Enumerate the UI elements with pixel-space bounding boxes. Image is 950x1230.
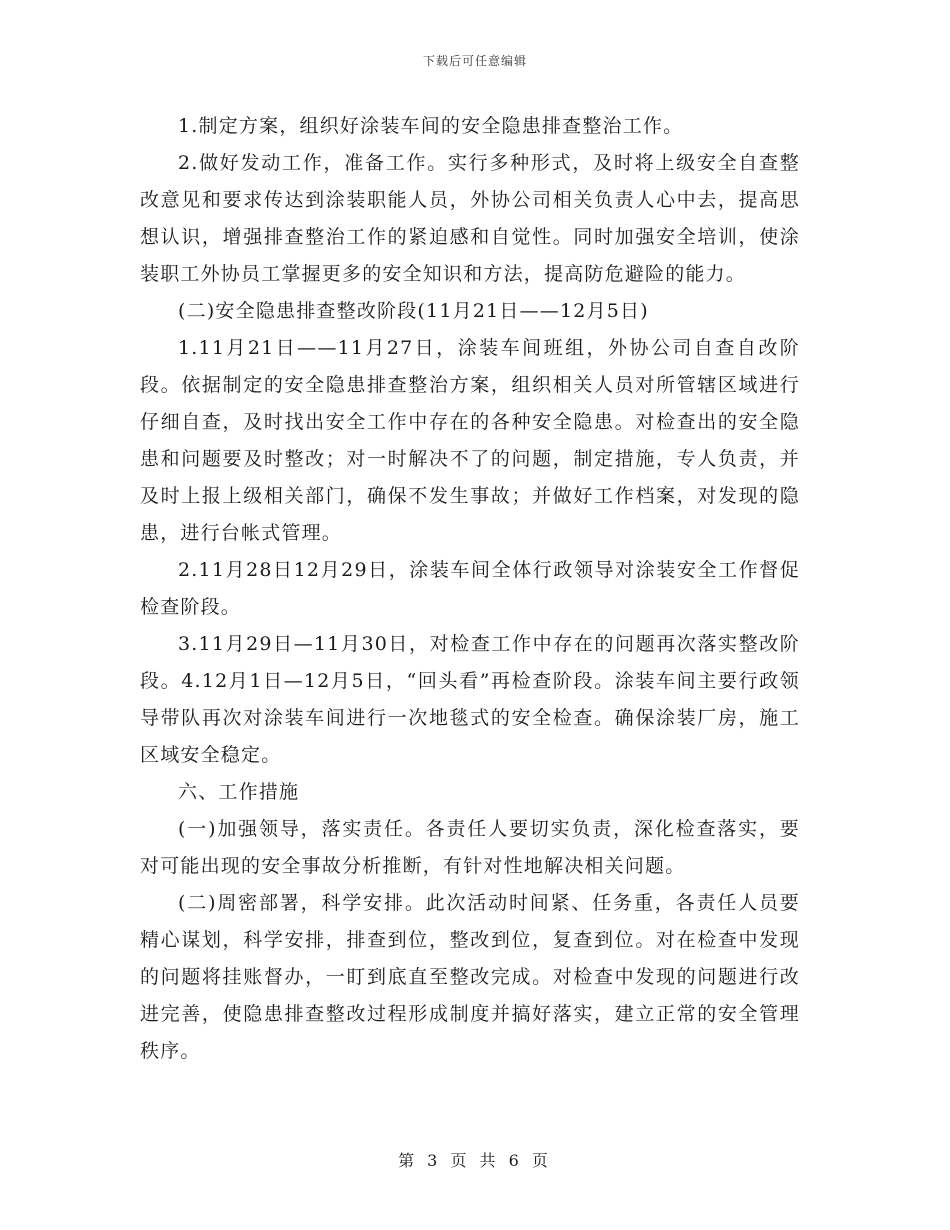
page-header: 下载后可任意编辑 — [422, 54, 527, 68]
page-number: 第 3 页 共 6 页 — [398, 1151, 552, 1170]
paragraph-step-1: 1.制定方案，组织好涂装车间的安全隐患排查整治工作。 — [178, 115, 684, 137]
section-heading-measures: 六、工作措施 — [178, 781, 300, 803]
document-body — [140, 108, 800, 1070]
section-heading-stage-2: (二)安全隐患排查整改阶段(11月21日——12月5日) — [178, 300, 649, 322]
paragraph-stage-2-item-2: 2.11月28日12月29日，涂装车间全体行政领导对涂装安全工作督促检查阶段。 — [140, 559, 800, 618]
paragraph-stage-2-item-1: 1.11月21日——11月27日，涂装车间班组，外协公司自查自改阶段。依据制定的安全隐患排查整治方案，组织相关人员对所管辖区域进行仔细自查，及时找出安全工作中存在的各种安全隐患。对检查出的安全隐患和问题要及时整改；对一时解决不了的问题，制定措施，专人负责，并及时上报上级相关部门，确保不发生事故；并做好工作档案，对发现的隐患，进行台帐式管理。 — [140, 337, 800, 544]
paragraph-measure-1: (一)加强领导，落实责任。各责任人要切实负责，深化检查落实，要对可能出现的安全事故分析推断，有针对性地解决相关问题。 — [140, 818, 800, 877]
paragraph-step-2: 2.做好发动工作，准备工作。实行多种形式，及时将上级安全自查整改意见和要求传达到涂装职能人员，外协公司相关负责人心中去，提高思想认识，增强排查整治工作的紧迫感和自觉性。同时加强安全培训，使涂装职工外协员工掌握更多的安全知识和方法，提高防危避险的能力。 — [140, 152, 800, 285]
paragraph-stage-2-item-3: 3.11月29日—11月30日，对检查工作中存在的问题再次落实整改阶段。4.12月1日—12月5日，“回头看”再检查阶段。涂装车间主要行政领导带队再次对涂装车间进行一次地毯式的安全检查。确保涂装厂房，施工区域安全稳定。 — [140, 633, 800, 766]
paragraph-measure-2: (二)周密部署，科学安排。此次活动时间紧、任务重，各责任人员要精心谋划，科学安排，排查到位，整改到位，复查到位。对在检查中发现的问题将挂账督办，一盯到底直至整改完成。对检查中发现的问题进行改进完善，使隐患排查整改过程形成制度并搞好落实，建立正常的安全管理秩序。 — [140, 892, 800, 1062]
